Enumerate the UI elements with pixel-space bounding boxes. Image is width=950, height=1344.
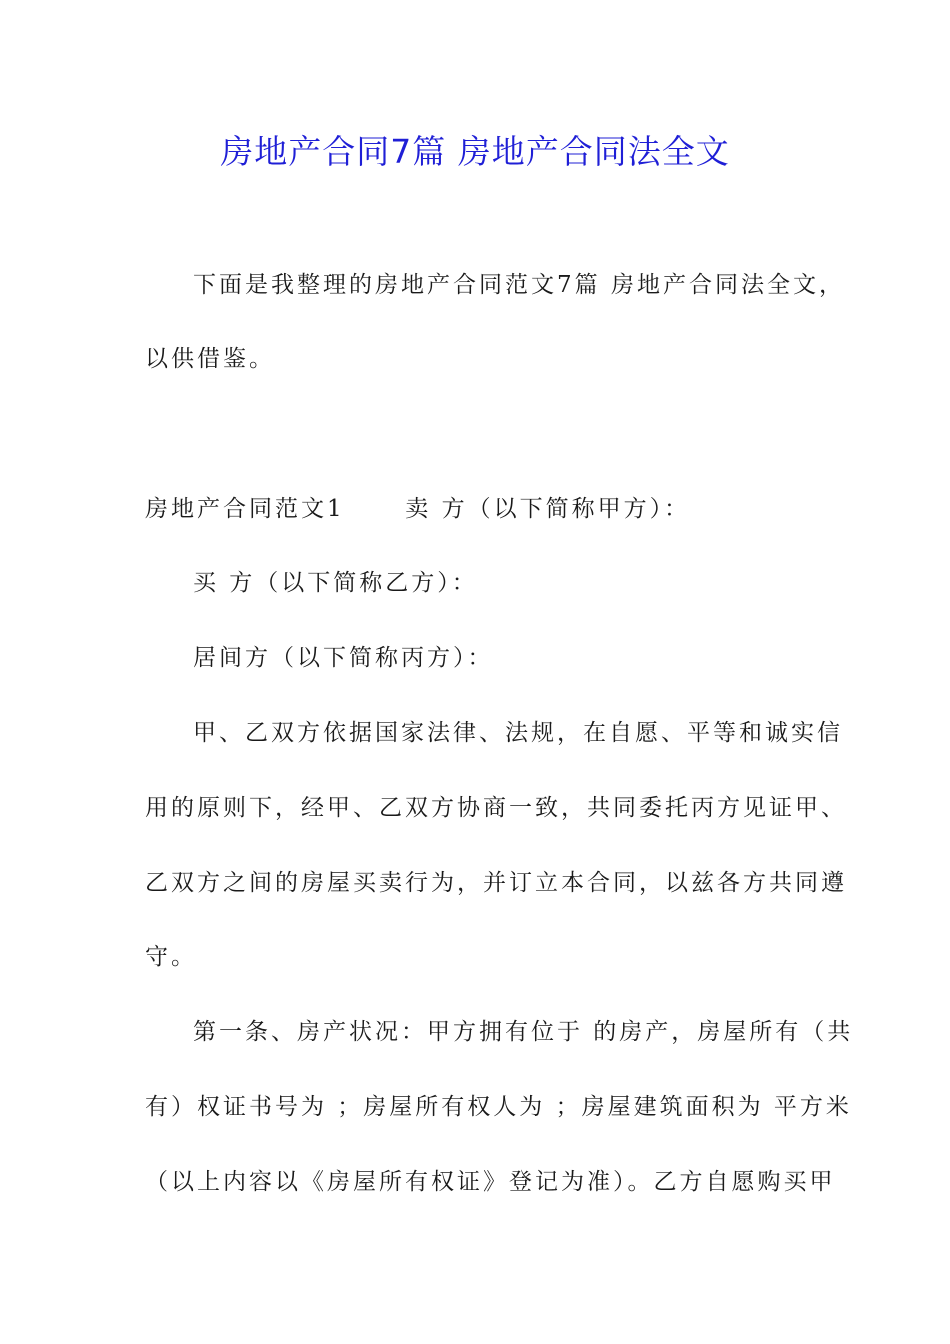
para2-line-2: 有）权证书号为 ；房屋所有权人为 ；房屋建筑面积为 平方米 <box>145 1094 852 1120</box>
party-agent: 居间方（以下简称丙方）： <box>193 645 494 671</box>
party-seller: 卖 方（以下简称甲方）： <box>405 496 691 522</box>
para2-line-1: 第一条、房产状况：甲方拥有位于 的房产，房屋所有（共 <box>193 1019 854 1045</box>
para1-line-1: 甲、乙双方依据国家法律、法规，在自愿、平等和诚实信 <box>193 720 843 746</box>
para1-line-4: 守。 <box>145 944 197 970</box>
para1-line-2: 用的原则下，经甲、乙双方协商一致，共同委托丙方见证甲、 <box>145 795 847 821</box>
intro-line-1: 下面是我整理的房地产合同范文7篇 房地产合同法全文， <box>193 272 845 298</box>
document-title: 房地产合同7篇 房地产合同法全文 <box>220 132 730 171</box>
section-heading: 房地产合同范文1 <box>145 496 345 522</box>
intro-line-2: 以供借鉴。 <box>145 346 275 372</box>
party-buyer: 买 方（以下简称乙方）： <box>193 570 478 596</box>
para2-line-3: （以上内容以《房屋所有权证》登记为准）。乙方自愿购买甲 <box>145 1169 836 1195</box>
section-heading-line <box>145 492 805 526</box>
para1-line-3: 乙双方之间的房屋买卖行为，并订立本合同，以兹各方共同遵 <box>145 870 847 896</box>
